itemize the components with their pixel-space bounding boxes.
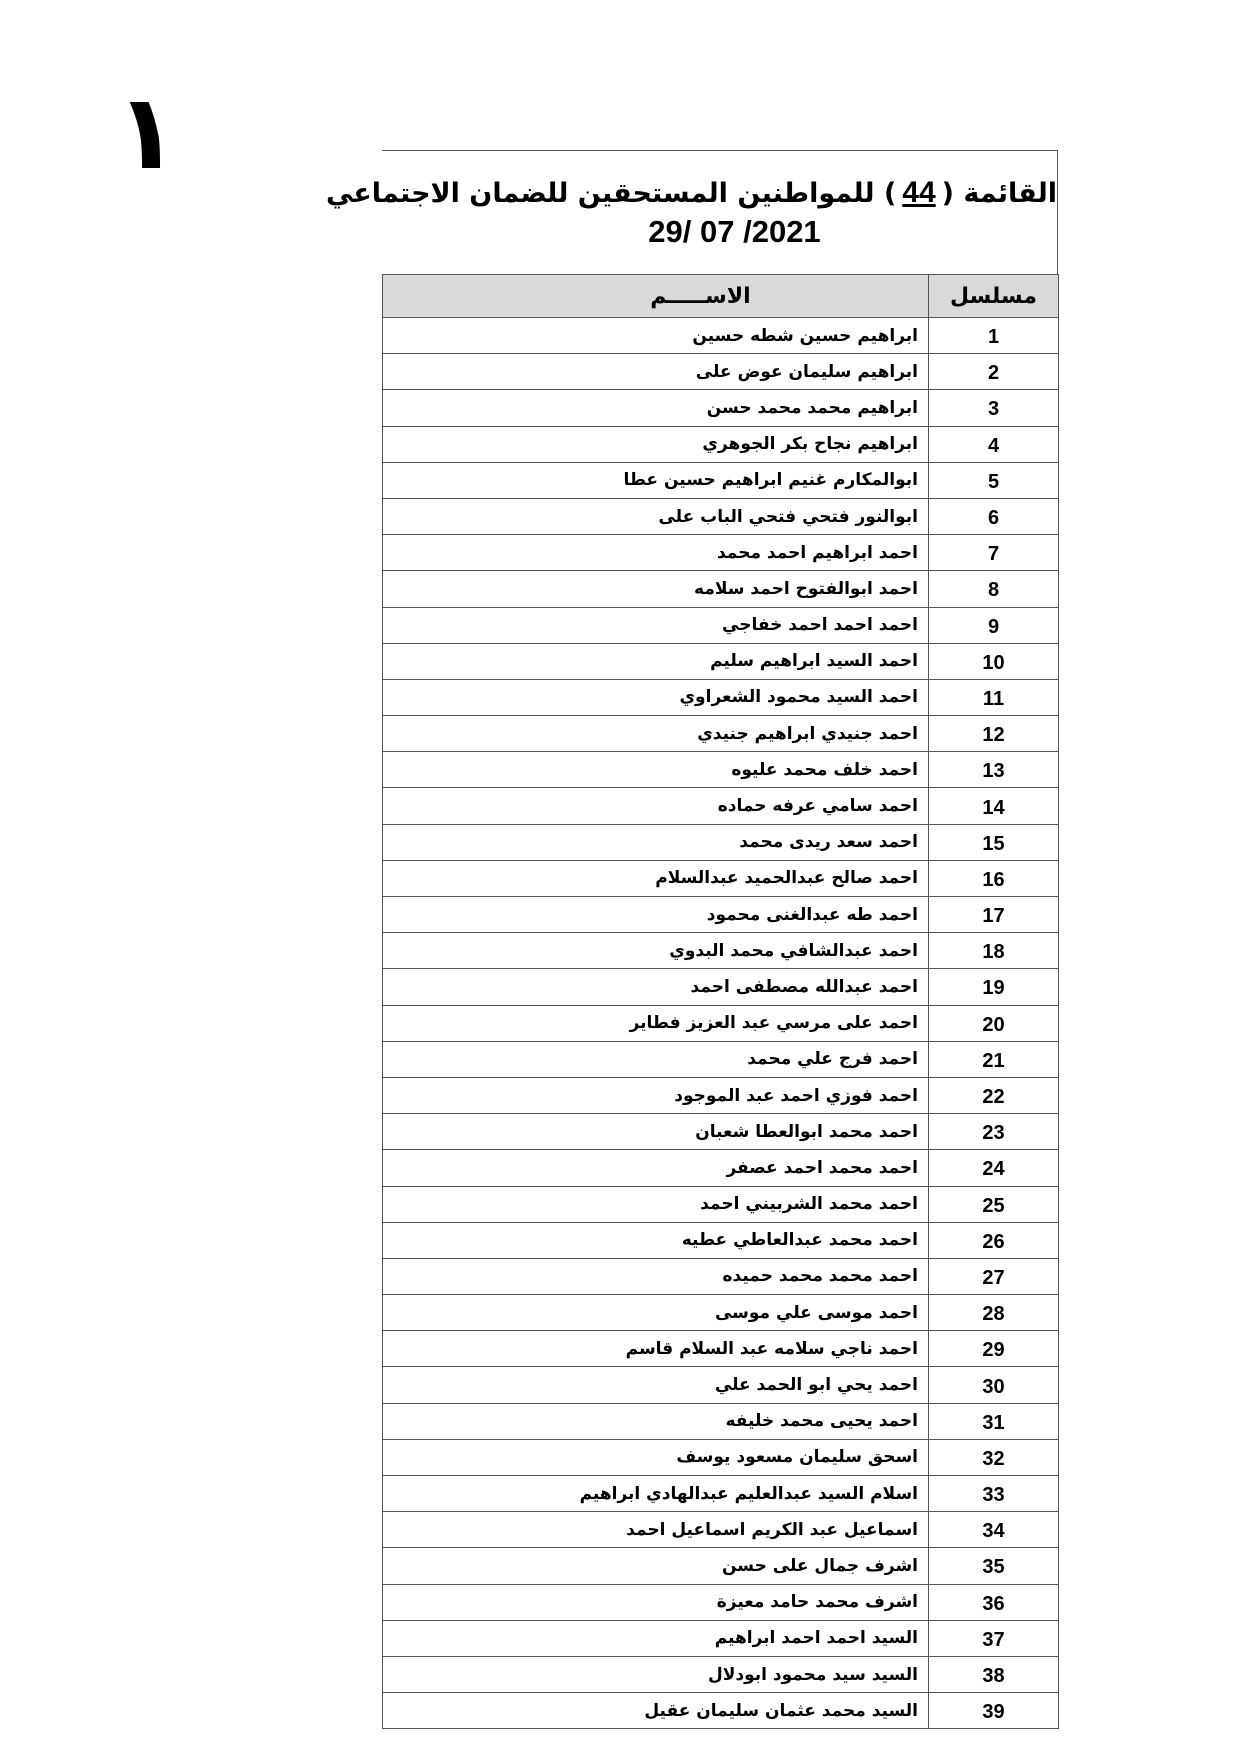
list-date: 29/ 07 /2021 — [648, 214, 821, 249]
serial-cell: 33 — [929, 1476, 1059, 1512]
name-cell: احمد احمد احمد خفاجي — [383, 607, 929, 643]
table-row — [383, 535, 1059, 571]
serial-cell: 23 — [929, 1114, 1059, 1150]
serial-cell: 7 — [929, 535, 1059, 571]
table-row — [383, 1186, 1059, 1222]
page-number: ١ — [115, 71, 179, 193]
list-number: 44 — [902, 176, 936, 209]
table-row — [383, 897, 1059, 933]
table-row — [383, 1222, 1059, 1258]
name-cell: اشرف محمد حامد معيزة — [383, 1584, 929, 1620]
serial-cell: 8 — [929, 571, 1059, 607]
serial-cell: 20 — [929, 1005, 1059, 1041]
serial-cell: 1 — [929, 318, 1059, 354]
title-suffix: ) للمواطنين المستحقين للضمان الاجتماعي — [326, 178, 897, 209]
table-row — [383, 1077, 1059, 1113]
table-row — [383, 426, 1059, 462]
serial-cell: 18 — [929, 933, 1059, 969]
table-row — [383, 716, 1059, 752]
name-cell: السيد سيد محمود ابودلال — [383, 1656, 929, 1692]
table-row — [383, 1656, 1059, 1692]
document-sheet — [326, 150, 1058, 1729]
table-row — [383, 969, 1059, 1005]
serial-cell: 17 — [929, 897, 1059, 933]
table-row — [383, 1584, 1059, 1620]
serial-cell: 29 — [929, 1331, 1059, 1367]
table-row — [383, 607, 1059, 643]
table-row — [383, 498, 1059, 534]
serial-cell: 36 — [929, 1584, 1059, 1620]
name-cell: احمد ابوالفتوح احمد سلامه — [383, 571, 929, 607]
serial-cell: 4 — [929, 426, 1059, 462]
serial-cell: 31 — [929, 1403, 1059, 1439]
table-header-row — [383, 275, 1059, 318]
table-row — [383, 1258, 1059, 1294]
name-cell: احمد محمد عبدالعاطي عطيه — [383, 1222, 929, 1258]
serial-cell: 10 — [929, 643, 1059, 679]
name-cell: احمد خلف محمد عليوه — [383, 752, 929, 788]
serial-cell: 15 — [929, 824, 1059, 860]
name-cell: احمد محمد ابوالعطا شعبان — [383, 1114, 929, 1150]
name-cell: ابوالنور فتحي فتحي الباب على — [383, 498, 929, 534]
name-cell: احمد محمد محمد حميده — [383, 1258, 929, 1294]
serial-cell: 6 — [929, 498, 1059, 534]
serial-cell: 37 — [929, 1620, 1059, 1656]
beneficiaries-table — [382, 274, 1059, 1729]
name-cell: احمد فرج علي محمد — [383, 1041, 929, 1077]
serial-cell: 2 — [929, 354, 1059, 390]
table-row — [383, 571, 1059, 607]
table-row — [383, 1439, 1059, 1475]
table-row — [383, 390, 1059, 426]
name-cell: احمد موسى علي موسى — [383, 1295, 929, 1331]
table-row — [383, 1476, 1059, 1512]
serial-cell: 21 — [929, 1041, 1059, 1077]
serial-cell: 16 — [929, 860, 1059, 896]
name-cell: ابوالمكارم غنيم ابراهيم حسين عطا — [383, 462, 929, 498]
table-row — [383, 933, 1059, 969]
serial-cell: 12 — [929, 716, 1059, 752]
serial-cell: 39 — [929, 1693, 1059, 1729]
column-header-name: الاســـــم — [383, 275, 929, 318]
serial-cell: 22 — [929, 1077, 1059, 1113]
name-cell: احمد يحي ابو الحمد علي — [383, 1367, 929, 1403]
column-header-serial: مسلسل — [929, 275, 1059, 318]
name-cell: اسحق سليمان مسعود يوسف — [383, 1439, 929, 1475]
table-body — [383, 318, 1059, 1729]
serial-cell: 9 — [929, 607, 1059, 643]
serial-cell: 28 — [929, 1295, 1059, 1331]
list-title — [326, 173, 1057, 214]
title-box — [326, 150, 1058, 274]
table-row — [383, 824, 1059, 860]
serial-cell: 3 — [929, 390, 1059, 426]
name-cell: احمد عبدالشافي محمد البدوي — [383, 933, 929, 969]
table-row — [383, 462, 1059, 498]
name-cell: احمد صالح عبدالحميد عبدالسلام — [383, 860, 929, 896]
name-cell: احمد عبدالله مصطفى احمد — [383, 969, 929, 1005]
serial-cell: 35 — [929, 1548, 1059, 1584]
table-row — [383, 679, 1059, 715]
table-row — [383, 354, 1059, 390]
name-cell: احمد جنيدي ابراهيم جنيدي — [383, 716, 929, 752]
name-cell: ابراهيم نجاح بكر الجوهري — [383, 426, 929, 462]
name-cell: السيد محمد عثمان سليمان عقيل — [383, 1693, 929, 1729]
table-row — [383, 1041, 1059, 1077]
serial-cell: 30 — [929, 1367, 1059, 1403]
serial-cell: 14 — [929, 788, 1059, 824]
table-row — [383, 1150, 1059, 1186]
serial-cell: 26 — [929, 1222, 1059, 1258]
name-cell: احمد على مرسي عبد العزيز فطاير — [383, 1005, 929, 1041]
table-row — [383, 643, 1059, 679]
name-cell: احمد فوزي احمد عبد الموجود — [383, 1077, 929, 1113]
name-cell: احمد سامي عرفه حماده — [383, 788, 929, 824]
name-cell: احمد محمد احمد عصفر — [383, 1150, 929, 1186]
table-row — [383, 1620, 1059, 1656]
name-cell: ابراهيم سليمان عوض على — [383, 354, 929, 390]
table-row — [383, 1005, 1059, 1041]
table-row — [383, 1114, 1059, 1150]
table-row — [383, 752, 1059, 788]
serial-cell: 11 — [929, 679, 1059, 715]
table-row — [383, 1331, 1059, 1367]
name-cell: احمد ناجي سلامه عبد السلام قاسم — [383, 1331, 929, 1367]
name-cell: احمد محمد الشربيني احمد — [383, 1186, 929, 1222]
name-cell: اسماعيل عبد الكريم اسماعيل احمد — [383, 1512, 929, 1548]
name-cell: ابراهيم محمد محمد حسن — [383, 390, 929, 426]
table-row — [383, 1295, 1059, 1331]
table-row — [383, 1693, 1059, 1729]
serial-cell: 27 — [929, 1258, 1059, 1294]
serial-cell: 5 — [929, 462, 1059, 498]
name-cell: احمد ابراهيم احمد محمد — [383, 535, 929, 571]
serial-cell: 19 — [929, 969, 1059, 1005]
serial-cell: 13 — [929, 752, 1059, 788]
table-row — [383, 1403, 1059, 1439]
name-cell: السيد احمد احمد ابراهيم — [383, 1620, 929, 1656]
serial-cell: 34 — [929, 1512, 1059, 1548]
name-cell: اسلام السيد عبدالعليم عبدالهادي ابراهيم — [383, 1476, 929, 1512]
name-cell: احمد السيد محمود الشعراوي — [383, 679, 929, 715]
table-row — [383, 1367, 1059, 1403]
serial-cell: 38 — [929, 1656, 1059, 1692]
name-cell: احمد طه عبدالغنى محمود — [383, 897, 929, 933]
table-row — [383, 1548, 1059, 1584]
name-cell: ابراهيم حسين شطه حسين — [383, 318, 929, 354]
name-cell: احمد يحيى محمد خليفه — [383, 1403, 929, 1439]
table-row — [383, 788, 1059, 824]
table-row — [383, 860, 1059, 896]
name-cell: احمد السيد ابراهيم سليم — [383, 643, 929, 679]
title-prefix: القائمة ( — [941, 178, 1057, 209]
name-cell: احمد سعد ريدى محمد — [383, 824, 929, 860]
serial-cell: 24 — [929, 1150, 1059, 1186]
table-row — [383, 1512, 1059, 1548]
name-cell: اشرف جمال على حسن — [383, 1548, 929, 1584]
table-row — [383, 318, 1059, 354]
serial-cell: 32 — [929, 1439, 1059, 1475]
serial-cell: 25 — [929, 1186, 1059, 1222]
